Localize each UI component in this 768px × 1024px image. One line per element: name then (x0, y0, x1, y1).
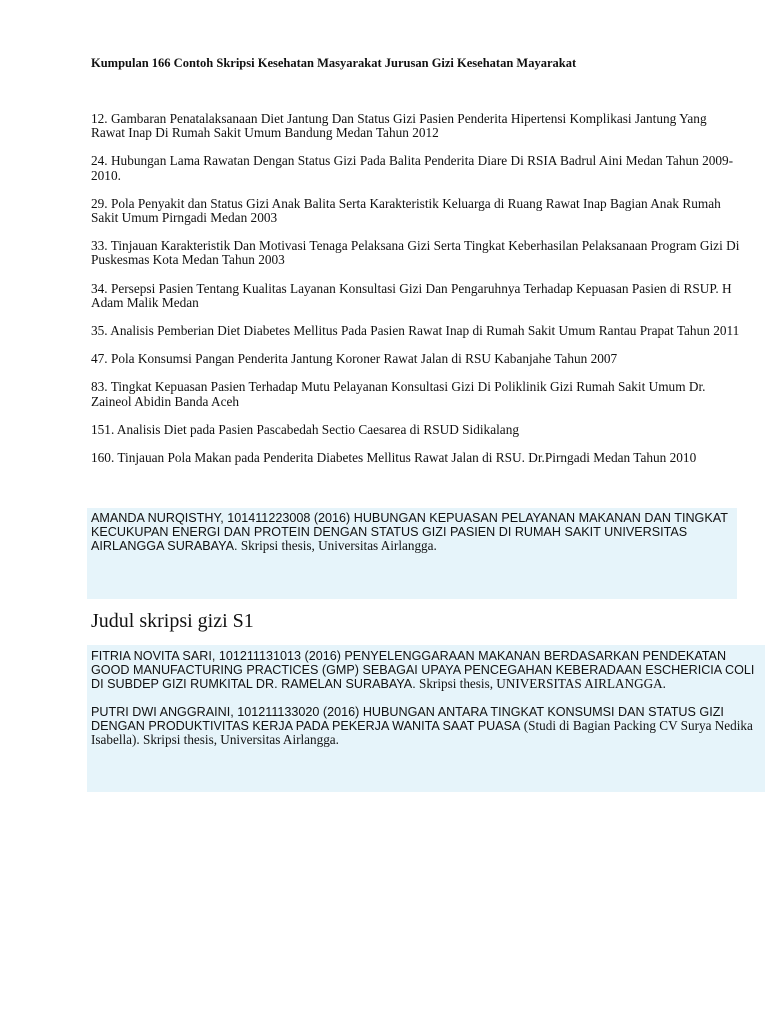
citation-suffix: (Studi di Bagian Packing CV Surya Nedika Isabella). Skripsi thesis, Universitas Airlangga. (91, 717, 753, 748)
list-item: 34. Persepsi Pasien Tentang Kualitas Layanan Konsultasi Gizi Dan Pengaruhnya Terhadap Kepuasan Pasien di RSUP. H Adam Malik Medan (91, 280, 732, 310)
citation-entry (91, 705, 761, 748)
citation-text: AMANDA NURQISTHY, 101411223008 (2016) HUBUNGAN KEPUASAN PELAYANAN MAKANAN DAN TINGKAT KECUKUPAN ENERGI DAN PROTEIN DENGAN STATUS GIZI PASIEN DI RUMAH SAKIT UNIVERSITAS AIRLANGGA SURABAYA. (91, 511, 728, 554)
list-item: 12. Gambaran Penatalaksanaan Diet Jantung Dan Status Gizi Pasien Penderita Hipertensi Komplikasi Jantung Yang Rawat Inap Di Rumah Sakit Umum Bandung Medan Tahun 2012 (91, 111, 707, 141)
citation-text: PUTRI DWI ANGGRAINI, 101211133020 (2016) HUBUNGAN ANTARA TINGKAT KONSUMSI DAN STATUS GIZI DENGAN PRODUKTIVITAS KERJA PADA PEKERJA WANITA SAAT PUASA (91, 704, 724, 733)
citation-text: FITRIA NOVITA SARI, 101211131013 (2016) PENYELENGGARAAN MAKANAN BERDASARKAN PENDEKATAN GOOD MANUFACTURING PRACTICES (GMP) SEBAGAI UPAYA PENCEGAHAN KEBERADAAN ESCHERICIA COLI DI SUBDEP GIZI RUMKITAL DR. RAMELAN SURABAYA. (91, 649, 755, 692)
citation-box (87, 508, 737, 599)
thesis-list (91, 112, 741, 479)
list-item: 35. Analisis Pemberian Diet Diabetes Mellitus Pada Pasien Rawat Inap di Rumah Sakit Umum Rantau Prapat Tahun 2011 (91, 323, 740, 339)
citation-box (87, 645, 765, 792)
list-item: 83. Tingkat Kepuasan Pasien Terhadap Mutu Pelayanan Konsultasi Gizi Di Poliklinik Gizi Rumah Sakit Umum Dr. Zaineol Abidin Banda Aceh (91, 379, 706, 409)
citation-suffix: Skripsi thesis, Universitas Airlangga. (237, 538, 437, 554)
list-item: 24. Hubungan Lama Rawatan Dengan Status Gizi Pada Balita Penderita Diare Di RSIA Badrul Aini Medan Tahun 2009-2010. (91, 153, 734, 183)
citation-entry (91, 511, 733, 554)
document-title: Kumpulan 166 Contoh Skripsi Kesehatan Masyarakat Jurusan Gizi Kesehatan Mayarakat (91, 56, 577, 70)
section-heading: Judul skripsi gizi S1 (91, 610, 254, 632)
citation-entry (91, 649, 761, 692)
list-item: 160. Tinjauan Pola Makan pada Penderita Diabetes Mellitus Rawat Jalan di RSU. Dr.Pirngadi Medan Tahun 2010 (91, 450, 697, 466)
list-item: 151. Analisis Diet pada Pasien Pascabedah Sectio Caesarea di RSUD Sidikalang (91, 421, 519, 437)
list-item: 33. Tinjauan Karakteristik Dan Motivasi Tenaga Pelaksana Gizi Serta Tingkat Keberhasilan Pelaksanaan Program Gizi Di Puskesmas Kota Medan Tahun 2003 (91, 238, 740, 268)
list-item: 29. Pola Penyakit dan Status Gizi Anak Balita Serta Karakteristik Keluarga di Ruang Rawat Inap Bagian Anak Rumah Sakit Umum Pirngadi Medan 2003 (91, 195, 721, 226)
citation-suffix: Skripsi thesis, UNIVERSITAS AIRLANGGA. (415, 676, 666, 692)
list-item: 47. Pola Konsumsi Pangan Penderita Jantung Koroner Rawat Jalan di RSU Kabanjahe Tahun 2007 (91, 351, 618, 367)
